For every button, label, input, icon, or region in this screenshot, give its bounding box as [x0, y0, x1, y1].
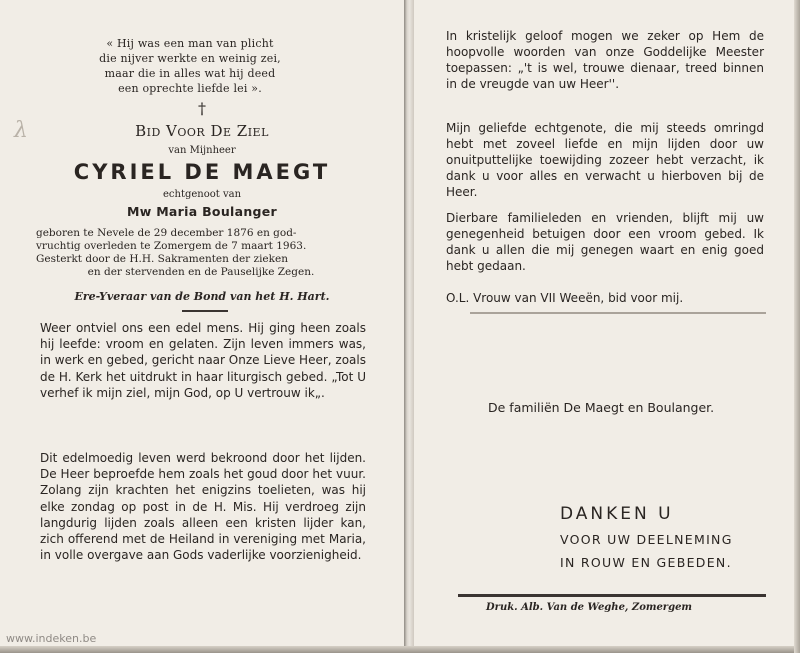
- thanks-line: VOOR UW DEELNEMING: [560, 532, 733, 547]
- quote-line: « Hij was een man van plicht: [106, 37, 274, 50]
- honorary-title: Ere-Yveraar van de Bond van het H. Hart.: [74, 290, 330, 303]
- closing-prayer: O.L. Vrouw van VII Weeën, bid voor mij.: [446, 291, 684, 305]
- family-paragraph: Dierbare familieleden en vrienden, blijft mij uw genegenheid betuigen door een vroom gebed. Ik dank u allen die mij genegen waart en enig goed hebt gedaan.: [446, 211, 764, 273]
- thanks-heading: DANKEN U: [560, 504, 674, 524]
- eulogy-paragraph: Dit edelmoedig leven werd bekroond door het lijden. De Heer beproefde hem zoals het goud door het vuur. Zolang zijn krachten het enigzins toelieten, was hij elke zondag op post in de H. Mis. Hij verdroeg zijn langdurig lijden zoals alleen een kristen lijder kan, zich offerend met de Heiland in vereniging met Maria, in volle overgave aan Gods vaderlijke voorzienigheid.: [40, 451, 366, 563]
- spouse-prefix: echtgenoot van: [162, 189, 242, 200]
- title-prefix: van Mijnheer: [168, 145, 236, 156]
- card-edge: [794, 0, 800, 653]
- cross-icon: †: [198, 99, 206, 118]
- quote-line: maar die in alles wat hij deed: [104, 67, 276, 80]
- spouse-name: Mw Maria Boulanger: [126, 204, 278, 219]
- divider: [470, 312, 766, 314]
- divider: [182, 310, 228, 312]
- center-fold: [404, 0, 414, 653]
- life-dates: [36, 227, 366, 279]
- pencil-mark: λ: [14, 118, 28, 143]
- thanks-line: IN ROUW EN GEBEDEN.: [560, 555, 732, 570]
- dates-line: vruchtig overleden te Zomergem de 7 maart 1963.: [36, 240, 307, 252]
- faith-paragraph: In kristelijk geloof mogen we zeker op Hem de hoopvolle woorden van onze Goddelijke Meester toepassen: „'t is wel, trouwe dienaar, treed binnen in de vreugde van uw Heer''.: [446, 29, 764, 91]
- dates-line: geboren te Nevele de 29 december 1876 en god-: [36, 227, 297, 239]
- eulogy-paragraph: Weer ontviel ons een edel mens. Hij ging heen zoals hij leefde: vroom en gelaten. Zijn leven immers was, in werk en gebed, gericht naar Onze Lieve Heer, zoals de H. Kerk het uitdrukt in haar liturgisch gebed. „Tot U verhef ik mijn ziel, mijn God, op U vertrouw ik„.: [40, 321, 366, 400]
- divider: [458, 594, 766, 597]
- opening-quote: [60, 36, 320, 96]
- dates-line: Gesterkt door de H.H. Sakramenten der zieken: [36, 253, 288, 265]
- watermark: www.indeken.be: [6, 632, 97, 645]
- deceased-name: CYRIEL DE MAEGT: [73, 160, 331, 184]
- quote-line: die nijver werkte en weinig zei,: [99, 52, 281, 65]
- dates-line: en der stervenden en de Pauselijke Zegen.: [87, 266, 315, 278]
- quote-line: een oprechte liefde lei ».: [118, 82, 262, 95]
- family-names: De familiën De Maegt en Boulanger.: [488, 400, 715, 415]
- printer-credit: Druk. Alb. Van de Weghe, Zomergem: [486, 602, 693, 613]
- card-edge: [0, 646, 800, 653]
- spouse-paragraph: Mijn geliefde echtgenote, die mij steeds omringd hebt met zoveel liefde en mijn lijden door uw onuitputtelijke toewijding zozeer hebt verzacht, ik dank u voor alles en verwacht u hierboven bij de Heer.: [446, 121, 764, 199]
- prayer-heading: Bid Voor De Ziel: [135, 122, 269, 140]
